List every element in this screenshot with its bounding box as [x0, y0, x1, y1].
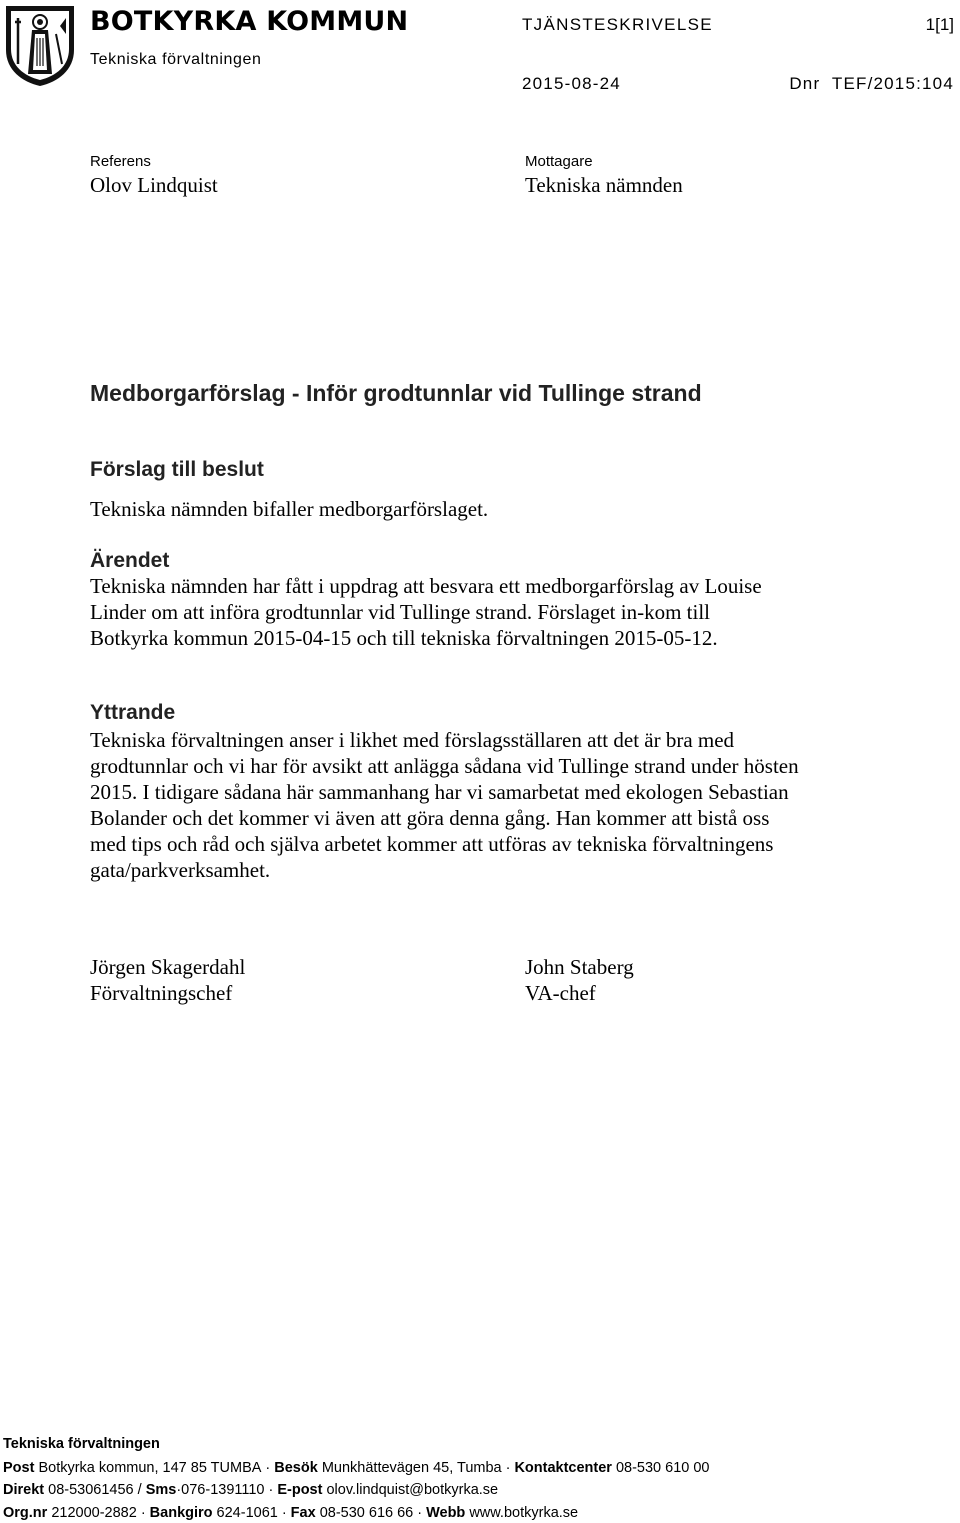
document-title: Medborgarförslag - Inför grodtunnlar vid Tullinge strand: [90, 380, 702, 406]
footer-contact-value: 08-530 610 00: [615, 1460, 710, 1476]
section-heading-proposal: Förslag till beslut: [90, 458, 264, 481]
document-date: 2015-08-24: [522, 74, 621, 93]
section-text-statement: Tekniska förvaltningen anser i likhet med förslagsställaren att det är bra med grodtunnlar och vi har för avsikt att anlägga sådana vid Tullinge strand under hösten 2015. I tidigare sådana här sammanhang har vi samarbetat med ekologen Sebastian Bolander och det kommer vi även att göra denna gång. Han kommer att bistå oss med tips och råd och själva arbetet kommer att utföras av tekniska förvaltningens gata/parkverksamhet.: [90, 728, 799, 882]
recipient-label: Mottagare: [525, 153, 593, 170]
section-heading-statement: Yttrande: [90, 701, 176, 724]
municipality-coat-of-arms-logo: [4, 4, 76, 88]
section-heading-matter: Ärendet: [90, 549, 170, 572]
footer-address-line: Post Botkyrka kommun, 147 85 TUMBA · Besök Munkhättevägen 45, Tumba · Kontaktcenter 08-530 610 00: [3, 1460, 710, 1476]
department-name: Tekniska förvaltningen: [90, 51, 262, 68]
reference-label: Referens: [90, 153, 151, 170]
municipality-name: BOTKYRKA KOMMUN: [90, 6, 409, 37]
reference-value: Olov Lindquist: [90, 173, 218, 197]
footer-fax-value: 08-530 616 66: [319, 1505, 414, 1521]
footer-contact-label: Kontaktcenter: [514, 1460, 612, 1476]
document-type: TJÄNSTESKRIVELSE: [522, 15, 713, 34]
footer-bankgiro-value: 624-1061: [216, 1505, 278, 1521]
registration-number: Dnr TEF/2015:104: [789, 74, 954, 93]
recipient-value: Tekniska nämnden: [525, 173, 683, 197]
footer-direct-value: 08-53061456 /: [48, 1482, 142, 1498]
footer-post-value: Botkyrka kommun, 147 85 TUMBA: [38, 1460, 262, 1476]
footer-fax-label: Fax: [290, 1505, 316, 1521]
footer-orgnr-label: Org.nr: [3, 1505, 48, 1521]
signatory-1-title: Förvaltningschef: [90, 981, 233, 1005]
footer-direct-label: Direkt: [3, 1482, 45, 1498]
footer-email-label: E-post: [277, 1482, 323, 1498]
footer-org-name: Tekniska förvaltningen: [3, 1436, 160, 1452]
signatory-2-name: John Staberg: [525, 955, 634, 979]
footer-orgnr-value: 212000-2882: [51, 1505, 137, 1521]
footer-post-label: Post: [3, 1460, 35, 1476]
footer-visit-label: Besök: [274, 1460, 318, 1476]
footer-visit-value: Munkhättevägen 45, Tumba: [321, 1460, 502, 1476]
signatory-1-name: Jörgen Skagerdahl: [90, 955, 246, 979]
signatory-2-title: VA-chef: [525, 981, 596, 1005]
page-number: 1[1]: [925, 15, 954, 34]
footer-web-label: Webb: [426, 1505, 466, 1521]
footer-direct-line: Direkt 08-53061456 / Sms·076-1391110 · E-post olov.lindquist@botkyrka.se: [3, 1482, 499, 1498]
footer-web-link[interactable]: www.botkyrka.se: [469, 1505, 579, 1521]
section-text-matter: Tekniska nämnden har fått i uppdrag att besvara ett medborgarförslag av Louise Linder om att införa grodtunnlar vid Tullinge strand. Förslaget in-kom till Botkyrka kommun 2015-04-15 och till tekniska förvaltningen 2015-05-12.: [90, 574, 762, 650]
footer-bankgiro-label: Bankgiro: [149, 1505, 213, 1521]
footer-email-link[interactable]: olov.lindquist@botkyrka.se: [326, 1482, 499, 1498]
footer-sms-value: ·076-1391110: [176, 1482, 265, 1498]
footer-org-details-line: Org.nr 212000-2882 · Bankgiro 624-1061 · Fax 08-530 616 66 · Webb www.botkyrka.se: [3, 1505, 579, 1521]
footer-sms-label: Sms: [145, 1482, 177, 1498]
section-text-proposal: Tekniska nämnden bifaller medborgarförslaget.: [90, 497, 489, 521]
